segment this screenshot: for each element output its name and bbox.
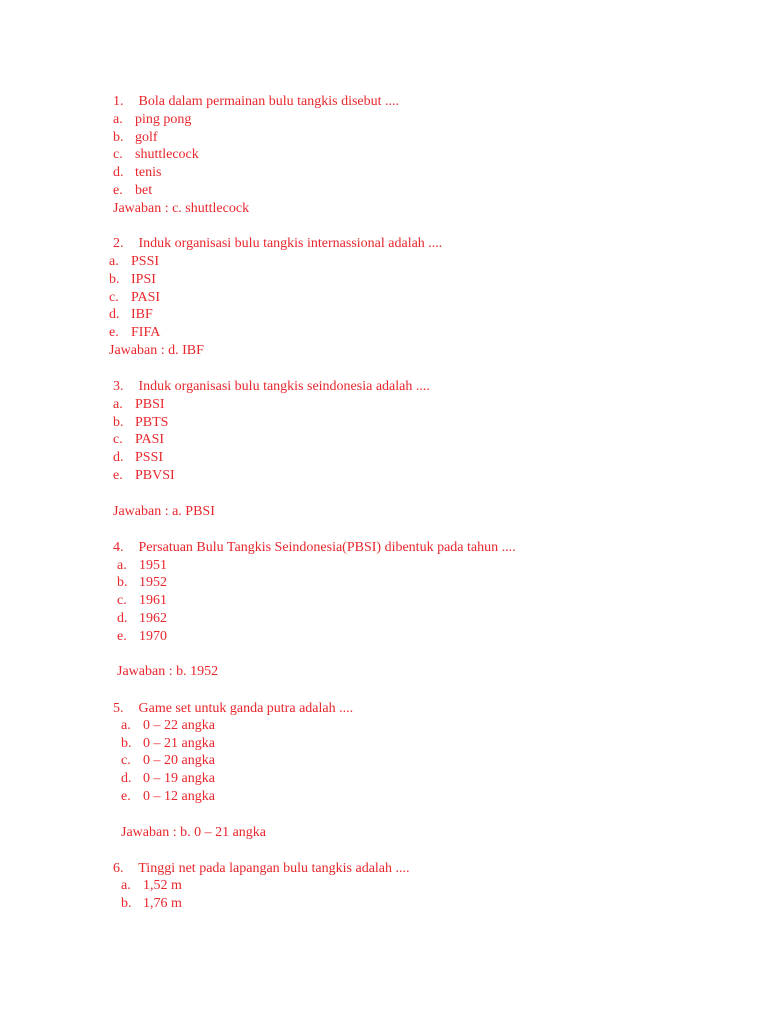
option xyxy=(113,146,199,164)
option-letter: a. xyxy=(113,112,123,127)
option-letter: a. xyxy=(113,397,123,412)
option-text: PBTS xyxy=(135,415,169,430)
answer-line: Jawaban : b. 0 – 21 angka xyxy=(121,825,267,840)
option-letter: b. xyxy=(121,896,132,911)
option-text: 0 – 21 angka xyxy=(143,736,215,751)
option xyxy=(121,788,215,806)
option-letter: c. xyxy=(117,593,127,608)
option xyxy=(117,592,167,610)
question-5 xyxy=(113,700,353,718)
option-text: tenis xyxy=(135,165,162,180)
option-text: FIFA xyxy=(131,325,161,340)
option xyxy=(113,164,161,182)
option xyxy=(113,111,191,129)
option xyxy=(117,574,167,592)
question-number: 6. xyxy=(113,861,124,876)
question-number: 5. xyxy=(113,701,124,716)
option xyxy=(109,271,156,289)
option-text: PBVSI xyxy=(135,468,175,483)
option-text: 1970 xyxy=(139,629,167,644)
option-text: shuttlecock xyxy=(135,147,199,162)
option-letter: e. xyxy=(109,325,119,340)
option xyxy=(117,628,167,646)
option-text: 0 – 22 angka xyxy=(143,718,215,733)
question-6 xyxy=(113,860,410,878)
option-text: PBSI xyxy=(135,397,165,412)
answer-line: Jawaban : b. 1952 xyxy=(117,664,219,679)
option-letter: d. xyxy=(113,450,124,465)
option-letter: d. xyxy=(113,165,124,180)
option-letter: b. xyxy=(113,130,124,145)
option xyxy=(121,717,215,735)
option xyxy=(113,449,163,467)
question-3 xyxy=(113,378,430,396)
option-letter: e. xyxy=(121,789,131,804)
option-letter: a. xyxy=(121,878,131,893)
answer-line: Jawaban : c. shuttlecock xyxy=(113,201,250,216)
option xyxy=(117,557,167,575)
option xyxy=(121,770,215,788)
option xyxy=(113,467,175,485)
option-text: IBF xyxy=(131,307,153,322)
option-text: 1962 xyxy=(139,611,167,626)
option xyxy=(109,306,153,324)
option xyxy=(117,610,167,628)
question-text: Tinggi net pada lapangan bulu tangkis adalah .... xyxy=(138,861,410,876)
question-text: Persatuan Bulu Tangkis Seindonesia(PBSI) dibentuk pada tahun .... xyxy=(138,540,516,555)
question-number: 3. xyxy=(113,379,124,394)
option xyxy=(113,431,164,449)
option-text: 1951 xyxy=(139,558,167,573)
option-letter: c. xyxy=(121,753,131,768)
option xyxy=(109,289,160,307)
option xyxy=(121,895,182,913)
option-letter: a. xyxy=(117,558,127,573)
option-letter: e. xyxy=(113,468,123,483)
option xyxy=(113,129,158,147)
option-letter: d. xyxy=(121,771,132,786)
option-letter: a. xyxy=(109,254,119,269)
option xyxy=(109,324,160,342)
question-text: Induk organisasi bulu tangkis seindonesia adalah .... xyxy=(138,379,430,394)
option-letter: d. xyxy=(109,307,120,322)
option xyxy=(121,877,182,895)
option-text: bet xyxy=(135,183,153,198)
question-number: 4. xyxy=(113,540,124,555)
question-text: Bola dalam permainan bulu tangkis disebut .... xyxy=(138,94,400,109)
option-letter: c. xyxy=(113,147,123,162)
option-text: PASI xyxy=(131,290,161,305)
answer-line: Jawaban : a. PBSI xyxy=(113,504,215,519)
option-text: 1,52 m xyxy=(143,878,182,893)
option-text: golf xyxy=(135,130,158,145)
question-number: 2. xyxy=(113,236,124,251)
option xyxy=(113,414,168,432)
option-letter: b. xyxy=(117,575,128,590)
option-text: 0 – 19 angka xyxy=(143,771,215,786)
option-text: 0 – 12 angka xyxy=(143,789,215,804)
option-text: PSSI xyxy=(135,450,164,465)
answer-line: Jawaban : d. IBF xyxy=(109,343,204,358)
option-letter: e. xyxy=(113,183,123,198)
option-text: 1,76 m xyxy=(143,896,182,911)
option-letter: a. xyxy=(121,718,131,733)
option-text: 1952 xyxy=(139,575,167,590)
question-text: Induk organisasi bulu tangkis internassional adalah .... xyxy=(138,236,443,251)
option-text: PASI xyxy=(135,432,165,447)
option-letter: b. xyxy=(109,272,120,287)
option-text: 1961 xyxy=(139,593,167,608)
option-text: 0 – 20 angka xyxy=(143,753,215,768)
question-text: Game set untuk ganda putra adalah .... xyxy=(138,701,354,716)
question-2 xyxy=(113,235,442,253)
option xyxy=(113,182,152,200)
question-number: 1. xyxy=(113,94,124,109)
option xyxy=(121,752,215,770)
option xyxy=(113,396,165,414)
option-letter: c. xyxy=(109,290,119,305)
option-letter: c. xyxy=(113,432,123,447)
option xyxy=(121,735,215,753)
option-text: ping pong xyxy=(135,112,192,127)
option xyxy=(109,253,159,271)
option-text: IPSI xyxy=(131,272,156,287)
option-letter: e. xyxy=(117,629,127,644)
option-letter: b. xyxy=(113,415,124,430)
option-letter: b. xyxy=(121,736,132,751)
option-letter: d. xyxy=(117,611,128,626)
question-1 xyxy=(113,93,399,111)
option-text: PSSI xyxy=(131,254,160,269)
question-4 xyxy=(113,539,516,557)
